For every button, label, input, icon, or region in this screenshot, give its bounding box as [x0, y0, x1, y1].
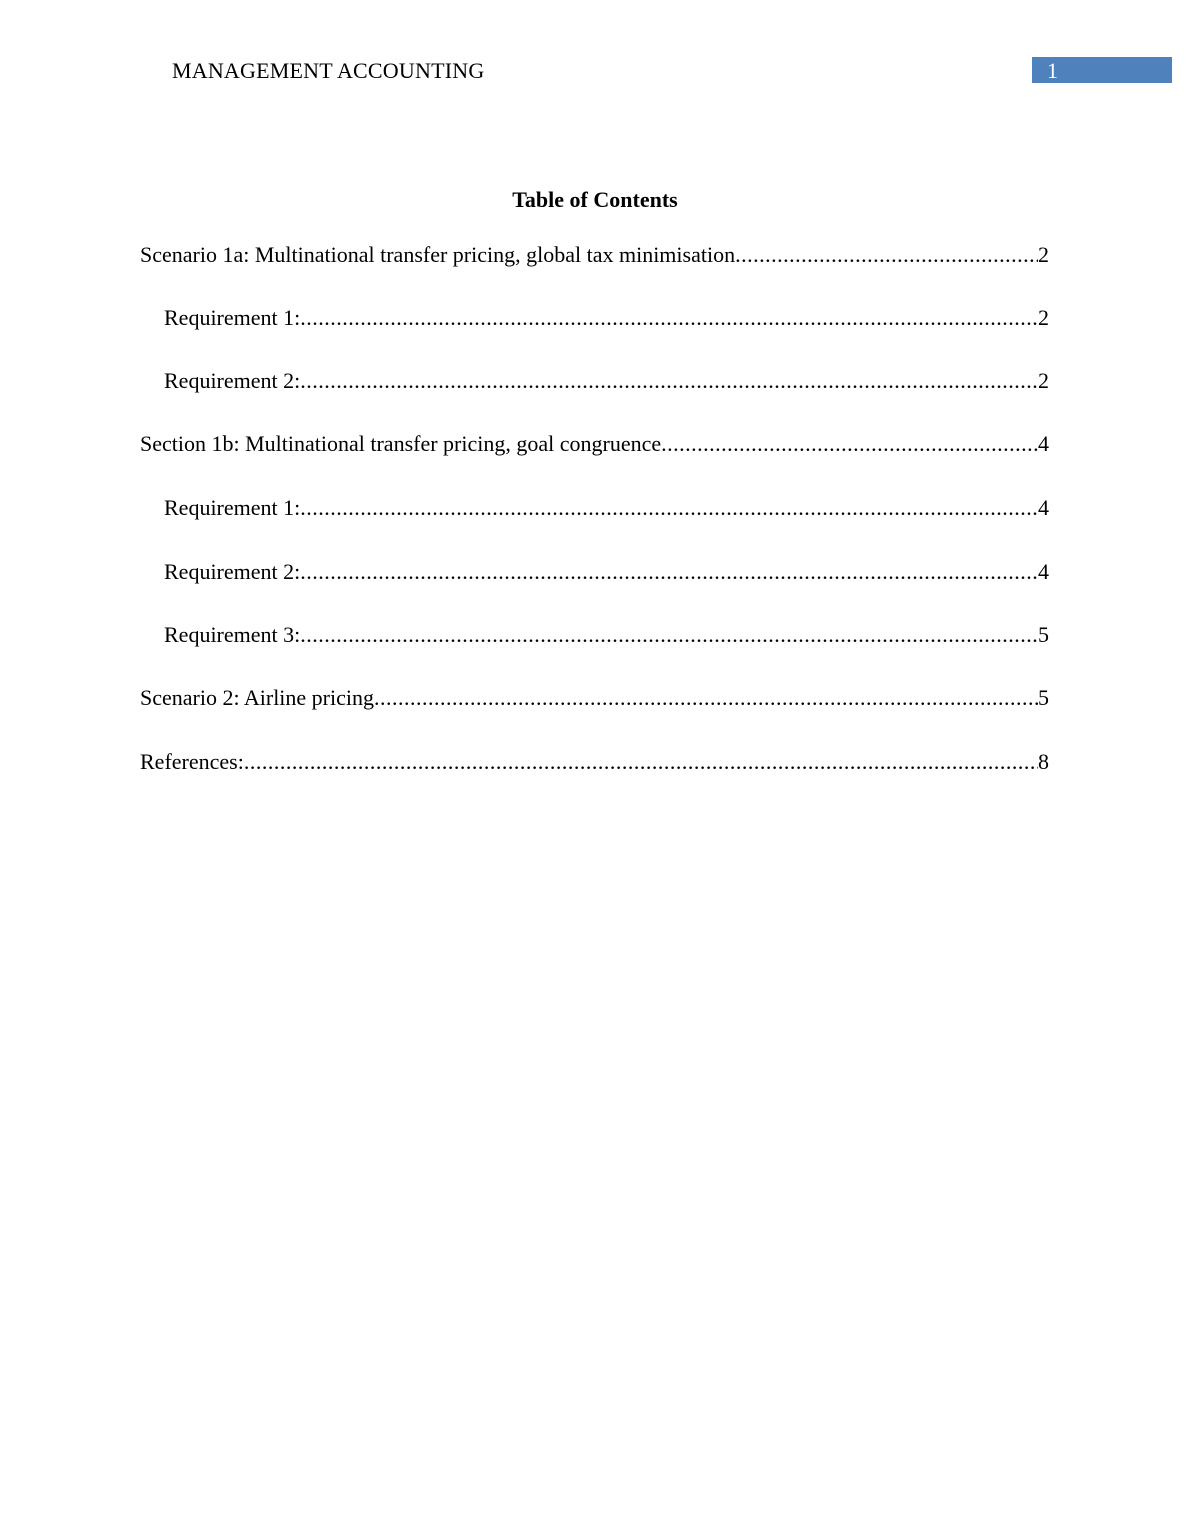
toc-entry-page: 8: [1038, 749, 1049, 774]
toc-entry-text: Requirement 2:: [164, 368, 301, 393]
toc-dot-leader: [300, 558, 1038, 586]
toc-dot-leader: [300, 304, 1038, 332]
toc-dot-leader: [244, 748, 1038, 776]
toc-entry-1b-requirement-3[interactable]: [164, 621, 1049, 649]
toc-entry-text: Requirement 1:: [164, 495, 301, 520]
toc-entry-page: 5: [1038, 622, 1049, 647]
toc-entry-text: Scenario 1a: Multinational transfer pricing, global tax minimisation: [140, 242, 736, 267]
toc-entry-1b-requirement-1[interactable]: [164, 494, 1049, 522]
toc-entry-page: 4: [1038, 559, 1049, 584]
toc-entry-text: Requirement 1:: [164, 305, 301, 330]
toc-dot-leader: [300, 494, 1038, 522]
toc-entry-page: 4: [1038, 431, 1049, 456]
toc-entry-page: 2: [1038, 305, 1049, 330]
running-header-title: MANAGEMENT ACCOUNTING: [172, 58, 485, 83]
toc-dot-leader: [735, 241, 1038, 269]
toc-entry-page: 4: [1038, 495, 1049, 520]
toc-entry-page: 2: [1038, 368, 1049, 393]
page-number: 1: [1047, 58, 1058, 83]
toc-entry-section-1b[interactable]: [140, 430, 1049, 458]
toc-entry-text: Requirement 2:: [164, 559, 301, 584]
toc-entry-text: Requirement 3:: [164, 622, 301, 647]
toc-dot-leader: [661, 430, 1038, 458]
toc-entry-scenario-2[interactable]: [140, 684, 1049, 712]
toc-dot-leader: [300, 367, 1038, 395]
toc-entry-text: References:: [140, 749, 244, 774]
toc-entry-text: Section 1b: Multinational transfer pricing, goal congruence: [140, 431, 662, 456]
toc-entry-text: Scenario 2: Airline pricing: [140, 685, 374, 710]
toc-entry-references[interactable]: [140, 748, 1049, 776]
toc-entry-scenario-1a[interactable]: [140, 241, 1049, 269]
page-number-box: [1032, 57, 1172, 83]
toc-dot-leader: [374, 684, 1038, 712]
toc-entry-page: 2: [1038, 242, 1049, 267]
toc-dot-leader: [300, 621, 1038, 649]
toc-entry-page: 5: [1038, 685, 1049, 710]
toc-entry-1a-requirement-1[interactable]: [164, 304, 1049, 332]
toc-entry-1a-requirement-2[interactable]: [164, 367, 1049, 395]
toc-title: Table of Contents: [512, 187, 678, 212]
toc-entry-1b-requirement-2[interactable]: [164, 558, 1049, 586]
